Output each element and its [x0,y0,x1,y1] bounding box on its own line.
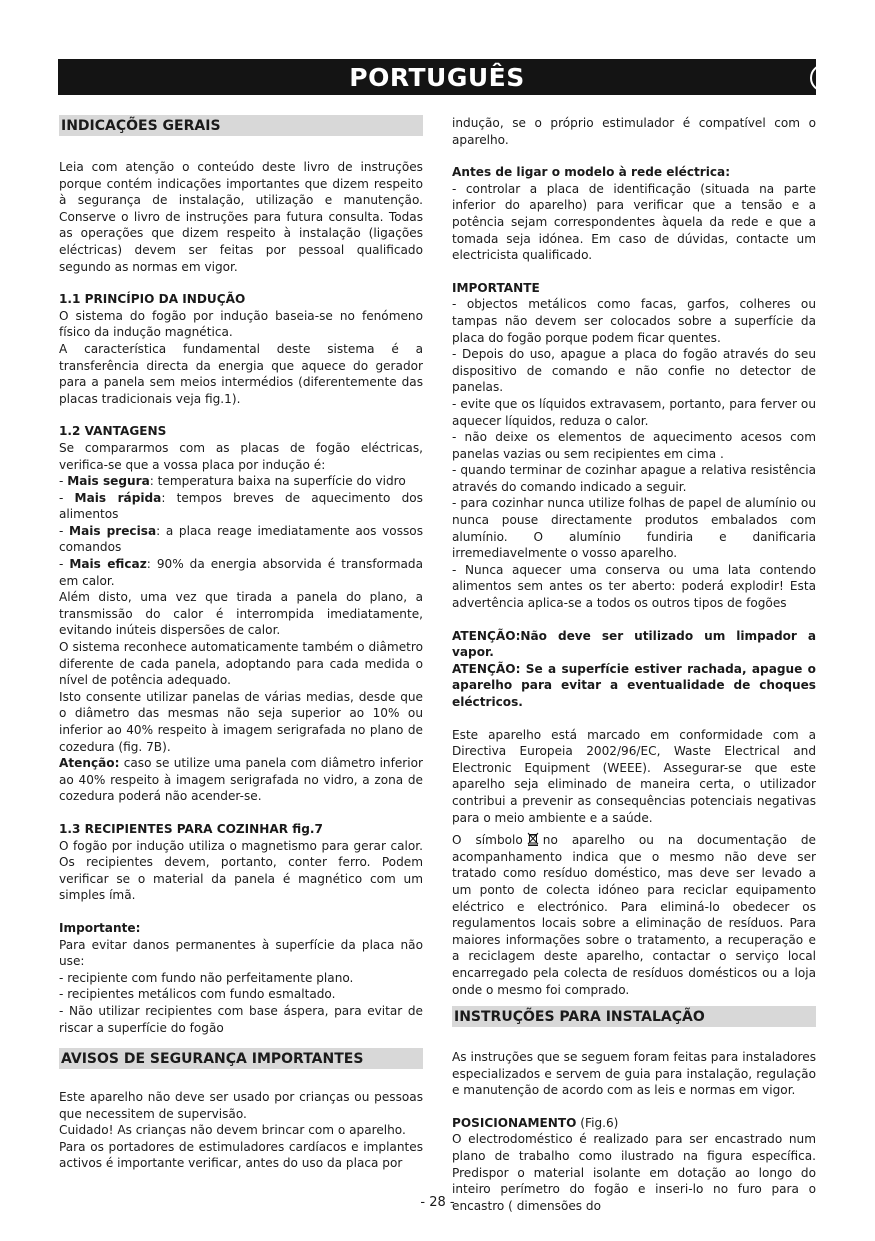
language-badge: P [810,64,872,92]
weee-paragraph: Este aparelho está marcado em conformidade com a Directiva Europeia 2002/96/EC, Waste Electrical and Electronic Equipment (WEEE). Assegurar-se que este aparelho seja eliminado de maneira certa, o utilizador contribui a prevenir as consequências potenciais negativas para o meio ambiente e a saúde. [452,727,816,825]
adv1-label: Mais segura [67,474,150,489]
positioning-ref: (Fig.6) [576,1115,619,1130]
section-1-3-title: 1.3 RECIPIENTES PARA COZINHAR fig.7 [59,821,323,836]
important-point-3: - evite que os líquidos extravasem, portanto, para ferver ou aquecer líquidos, reduza o calor. [452,396,816,428]
before-connect-text: - controlar a placa de identificação (situada na parte inferior do aparelho) para verificar que a tensão e a potência sejam correspondentes àquela da rede e que a tomada seja idónea. Em caso de dúvidas, contacte um electricista qualificado. [452,181,816,263]
adv4-text: : 90% da energia absorvida é transformada em calor. [59,557,423,588]
adv4-label: Mais eficaz [69,557,147,572]
weee-pre-text: O símbolo [452,833,523,848]
important-item-1: - recipiente com fundo não perfeitamente plano. [59,970,354,985]
attention-text: caso se utilize uma panela com diâmetro inferior ao 40% respeito à imagem serigrafada no vidro, a zona de cozedura poderá não acender-se. [59,756,423,804]
positioning-title [452,1115,816,1132]
intro-paragraph: Leia com atenção o conteúdo deste livro de instruções porque contém indicações importantes que dizem respeito à segurança de instalação, utilização e manutenção. Conserve o livro de instruções para futura consulta. Todas as operações que dizem respeito à instalação (ligações eléctricas) devem ser feitas por pessoal qualificado segundo as normas em vigor. [59,160,423,274]
important-label: Importante: [59,920,141,935]
weee-post-text: no aparelho ou na documentação de acompanhamento indica que o mesmo não deve ser tratado como resíduo doméstico, mas deve ser levado a um ponto de colecta idóneo para reciclar equipamento eléctrico e electrónico. Para eliminá-lo obedecer os regulamentos locais sobre a eliminação de resíduos. Para maiores informações sobre o tratamento, a recuperação e a reciclagem deste aparelho, contactar o serviço local encarregado pela colecta de resíduos domésticos ou a loja onde o mesmo foi comprado. [452,833,816,997]
s12-p2: Além disto, uma vez que tirada a panela do plano, a transmissão do calor é interrompida imediatamente, evitando inúteis dispersões de calor. [59,590,423,638]
right-column [452,115,816,1214]
attention-note [59,755,423,805]
adv3-label: Mais precisa [69,523,157,538]
advantage-4: - Mais eficaz: 90% da energia absorvida é transformada em calor. [59,557,423,588]
important-item-2: - recipientes metálicos com fundo esmaltado. [59,987,336,1002]
page-number: - 28 - [420,1195,455,1210]
adv3-text: : a placa reage imediatamente aos vossos comandos [59,523,423,555]
safety-heading: AVISOS DE SEGURANÇA IMPORTANTES [59,1048,423,1069]
s12-p1: Se compararmos com as placas de fogão eléctricas, verifica-se que a vossa placa por indução é: [59,440,423,472]
before-connect-title: Antes de ligar o modelo à rede eléctrica: [452,165,731,180]
crossed-bin-icon [527,832,539,846]
important-title: IMPORTANTE [452,280,540,295]
important-point-6: - para cozinhar nunca utilize folhas de papel de alumínio ou nunca pouse directamente produtos embalados com alumínio. O alumínio fundiria e danificaria irremediavelmente o vosso aparelho. [452,496,816,561]
section-1-1-title: 1.1 PRINCÍPIO DA INDUÇÃO [59,292,246,307]
positioning-text: O electrodoméstico é realizado para ser encastrado num plano de trabalho como ilustrado na figura específica. Predispor o material isolante em dotação ao longo do inteiro perímetro do fogão e inseri-lo no furo para o encastro ( dimensões do [452,1132,816,1213]
safety-p2: Cuidado! As crianças não devem brincar com o aparelho. [59,1123,406,1138]
cracked-surface-warning: ATENÇÃO: Se a superfície estiver rachada, apague o aparelho para evitar a eventualidade de choques eléctricos. [452,661,816,709]
adv2-label: Mais rápida [74,490,162,505]
installation-intro: As instruções que se seguem foram feitas para instaladores especializados e servem de guia para instalação, regulação e manutenção de acordo com as leis e normas em vigor. [452,1050,816,1098]
s11-p2: A característica fundamental deste sistema é a transferência directa da energia que aquece do gerador para a panela sem meios intermédios (diferentemente das placas tradicionais veja fig.1). [59,341,423,406]
attention-label: Atenção: [59,756,120,771]
advantage-2: - Mais rápida: tempos breves de aquecimento dos alimentos [59,490,423,522]
s13-p1: O fogão por indução utiliza o magnetismo para gerar calor. Os recipientes devem, portanto, conter ferro. Podem verificar se o material da panela é magnético com um simples ímã. [59,838,423,903]
important-point-1: - objectos metálicos como facas, garfos, colheres ou tampas não devem ser colocados sobre a superfície da placa do fogão porque podem ficar quentes. [452,297,816,345]
advantage-1: - Mais segura: temperatura baixa na superfície do vidro [59,474,406,489]
important-item-3: - Não utilizar recipientes com base áspera, para evitar de riscar a superfície do fogão [59,1003,423,1035]
weee-symbol-paragraph [452,832,816,998]
important-p1: Para evitar danos permanentes à superfície da placa não use: [59,937,423,969]
advantage-3: - Mais precisa: a placa reage imediatamente aos vossos comandos [59,523,423,555]
important-point-4: - não deixe os elementos de aquecimento acesos com panelas vazias ou sem recipientes em cima . [452,430,816,461]
important-point-5: - quando terminar de cozinhar apague a relativa resistência através do comando indicado a seguir. [452,463,816,494]
general-heading: INDICAÇÕES GERAIS [59,115,423,136]
steam-cleaner-warning: ATENÇÃO:Não deve ser utilizado um limpador a vapor. [452,628,816,660]
title-banner [58,59,848,95]
s12-p4: Isto consente utilizar panelas de várias medias, desde que o diâmetro das mesmas não seja superior ao 10% ou inferior ao 40% respeito à imagem serigrafada no plano de cozedura (fig. 7B). [59,689,423,754]
safety-p3: Para os portadores de estimuladores cardíacos e implantes activos é importante verificar, antes do uso da placa por [59,1139,423,1171]
adv2-text: : tempos breves de aquecimento dos alimentos [59,490,423,522]
important-point-2: - Depois do uso, apague a placa do fogão através do seu dispositivo de comando e não confie no detector de panelas. [452,347,816,395]
left-column [59,115,423,1172]
continued-text: indução, se o próprio estimulador é compatível com o aparelho. [452,116,816,147]
section-1-2-title: 1.2 VANTAGENS [59,424,167,439]
positioning-label: POSICIONAMENTO [452,1115,577,1130]
s12-p3: O sistema reconhece automaticamente também o diâmetro diferente de cada panela, adoptando para cada medida o nível de potência adequado. [59,640,423,688]
installation-heading: INSTRUÇÕES PARA INSTALAÇÃO [452,1006,816,1027]
s11-p1: O sistema do fogão por indução baseia-se no fenómeno físico da indução magnética. [59,308,423,340]
page-title: PORTUGUÊS [349,63,525,92]
adv1-text: : temperatura baixa na superfície do vidro [149,474,406,489]
safety-p1: Este aparelho não deve ser usado por crianças ou pessoas que necessitem de supervisão. [59,1090,423,1121]
important-point-7: - Nunca aquecer uma conserva ou uma lata contendo alimentos sem antes os ter aberto: poderá explodir! Esta advertência aplica-se a todos os outros tipos de fogões [452,562,816,611]
